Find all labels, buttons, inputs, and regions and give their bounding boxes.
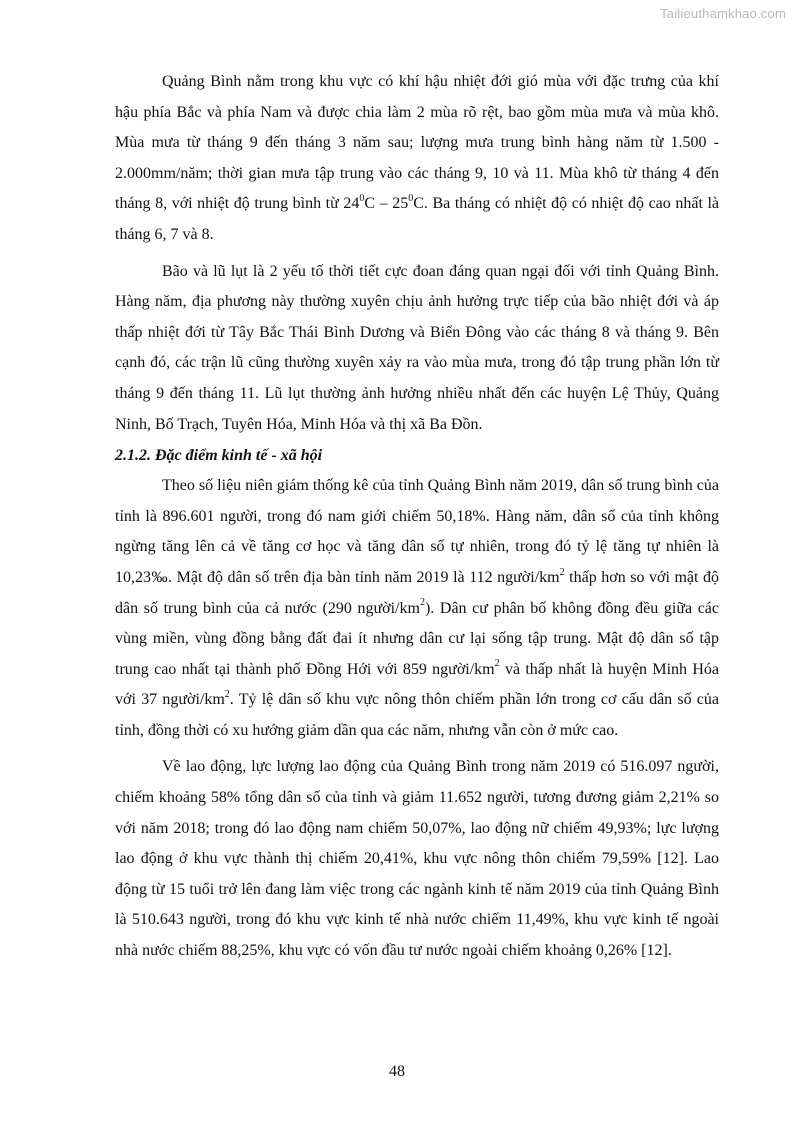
superscript: 2 <box>494 658 500 670</box>
text-run: ). Dân cư phân bố không đồng đều giữa các vùng miền, vùng đồng bằng đất đai ít nhưng dân cư lại sống tập trung. Mật độ dân số tập trung cao nhất tại thành phố Đồng Hới với 859 người/km <box>115 599 720 678</box>
text-run: Về lao động, lực lượng lao động của Quảng Bình trong năm 2019 có 516.097 người, chiếm khoảng 58% tổng dân số của tỉnh và giảm 11.652 người, tương đương giảm 2,21% so với năm 2018; trong đó lao động nam chiếm 50,07%, lao động nữ chiếm 49,93%; lực lượng lao động ở khu vực thành thị chiếm 20,41%, khu vực nông thôn chiếm 79,59% [12]. Lao động từ 15 tuổi trở lên đang làm việc trong các ngành kinh tế năm 2019 của tỉnh Quảng Bình là 510.643 người, trong đó khu vực kinh tế nhà nước chiếm 11,49%, khu vực kinh tế ngoài nhà nước chiếm 88,25%, khu vực có vốn đầu tư nước ngoài chiếm khoảng 0,26% [12]. <box>115 758 719 960</box>
text-run: thấp hơn so với mật độ dân số trung bình của cả nước (290 người/km <box>115 568 719 617</box>
text-run: C. Ba tháng có nhiệt độ có nhiệt độ cao nhất là tháng 6, 7 và 8. <box>115 195 720 243</box>
superscript: 0 <box>408 193 414 205</box>
section-heading: 2.1.2. Đặc điểm kinh tế - xã hội <box>115 447 323 465</box>
paragraph-population <box>115 471 719 746</box>
text-run: C – 25 <box>364 195 409 213</box>
document-body <box>115 67 719 967</box>
watermark-text: Tailieuthamkhao.com <box>660 6 786 21</box>
superscript: 0 <box>359 193 365 205</box>
page-number: 48 <box>389 1063 405 1080</box>
superscript: 2 <box>419 597 425 609</box>
text-run: Theo số liệu niên giám thống kê của tỉnh Quảng Bình năm 2019, dân số trung bình của tỉnh là 896.601 người, trong đó nam giới chiếm 50,18%. Hàng năm, dân số của tỉnh không ngừng tăng lên cả về tăng cơ học và tăng dân số tự nhiên, trong đó tỷ lệ tăng tự nhiên là 10,23‰. Mật độ dân số trên địa bàn tỉnh năm 2019 là 112 người/km <box>115 477 719 586</box>
text-run: Bão và lũ lụt là 2 yếu tố thời tiết cực đoan đáng quan ngại đối với tỉnh Quảng Bình. Hàng năm, địa phương này thường xuyên chịu ảnh hưởng trực tiếp của bão nhiệt đới và áp thấp nhiệt đới từ Tây Bắc Thái Bình Dương và Biển Đông vào các tháng 8 và tháng 9. Bên cạnh đó, các trận lũ cũng thường xuyên xảy ra vào mùa mưa, trong đó tập trung phần lớn từ tháng 9 đến tháng 11. Lũ lụt thường ảnh hưởng nhiều nhất đến các huyện Lệ Thủy, Quảng Ninh, Bố Trạch, Tuyên Hóa, Minh Hóa và thị xã Ba Đồn. <box>115 262 719 433</box>
text-run: . Tỷ lệ dân số khu vực nông thôn chiếm phần lớn trong cơ cấu dân số của tỉnh, đồng thời có xu hướng giảm dần qua các năm, nhưng vẫn còn ở mức cao. <box>115 691 720 739</box>
superscript: 2 <box>224 688 230 700</box>
text-run: và thấp nhất là huyện Minh Hóa với 37 người/km <box>115 660 720 709</box>
text-run: Quảng Bình nằm trong khu vực có khí hậu nhiệt đới gió mùa với đặc trưng của khí hậu phía Bắc và phía Nam và được chia làm 2 mùa rõ rệt, bao gồm mùa mưa và mùa khô. Mùa mưa từ tháng 9 đến tháng 3 năm sau; lượng mưa trung bình hàng năm từ 1.500 - 2.000mm/năm; thời gian mưa tập trung vào các tháng 9, 10 và 11. Mùa khô từ tháng 4 đến tháng 8, với nhiệt độ trung bình từ 24 <box>115 73 719 213</box>
paragraph-storms-floods <box>115 257 719 441</box>
superscript: 2 <box>559 566 565 578</box>
paragraph-climate <box>115 67 719 251</box>
paragraph-labor <box>115 752 719 966</box>
